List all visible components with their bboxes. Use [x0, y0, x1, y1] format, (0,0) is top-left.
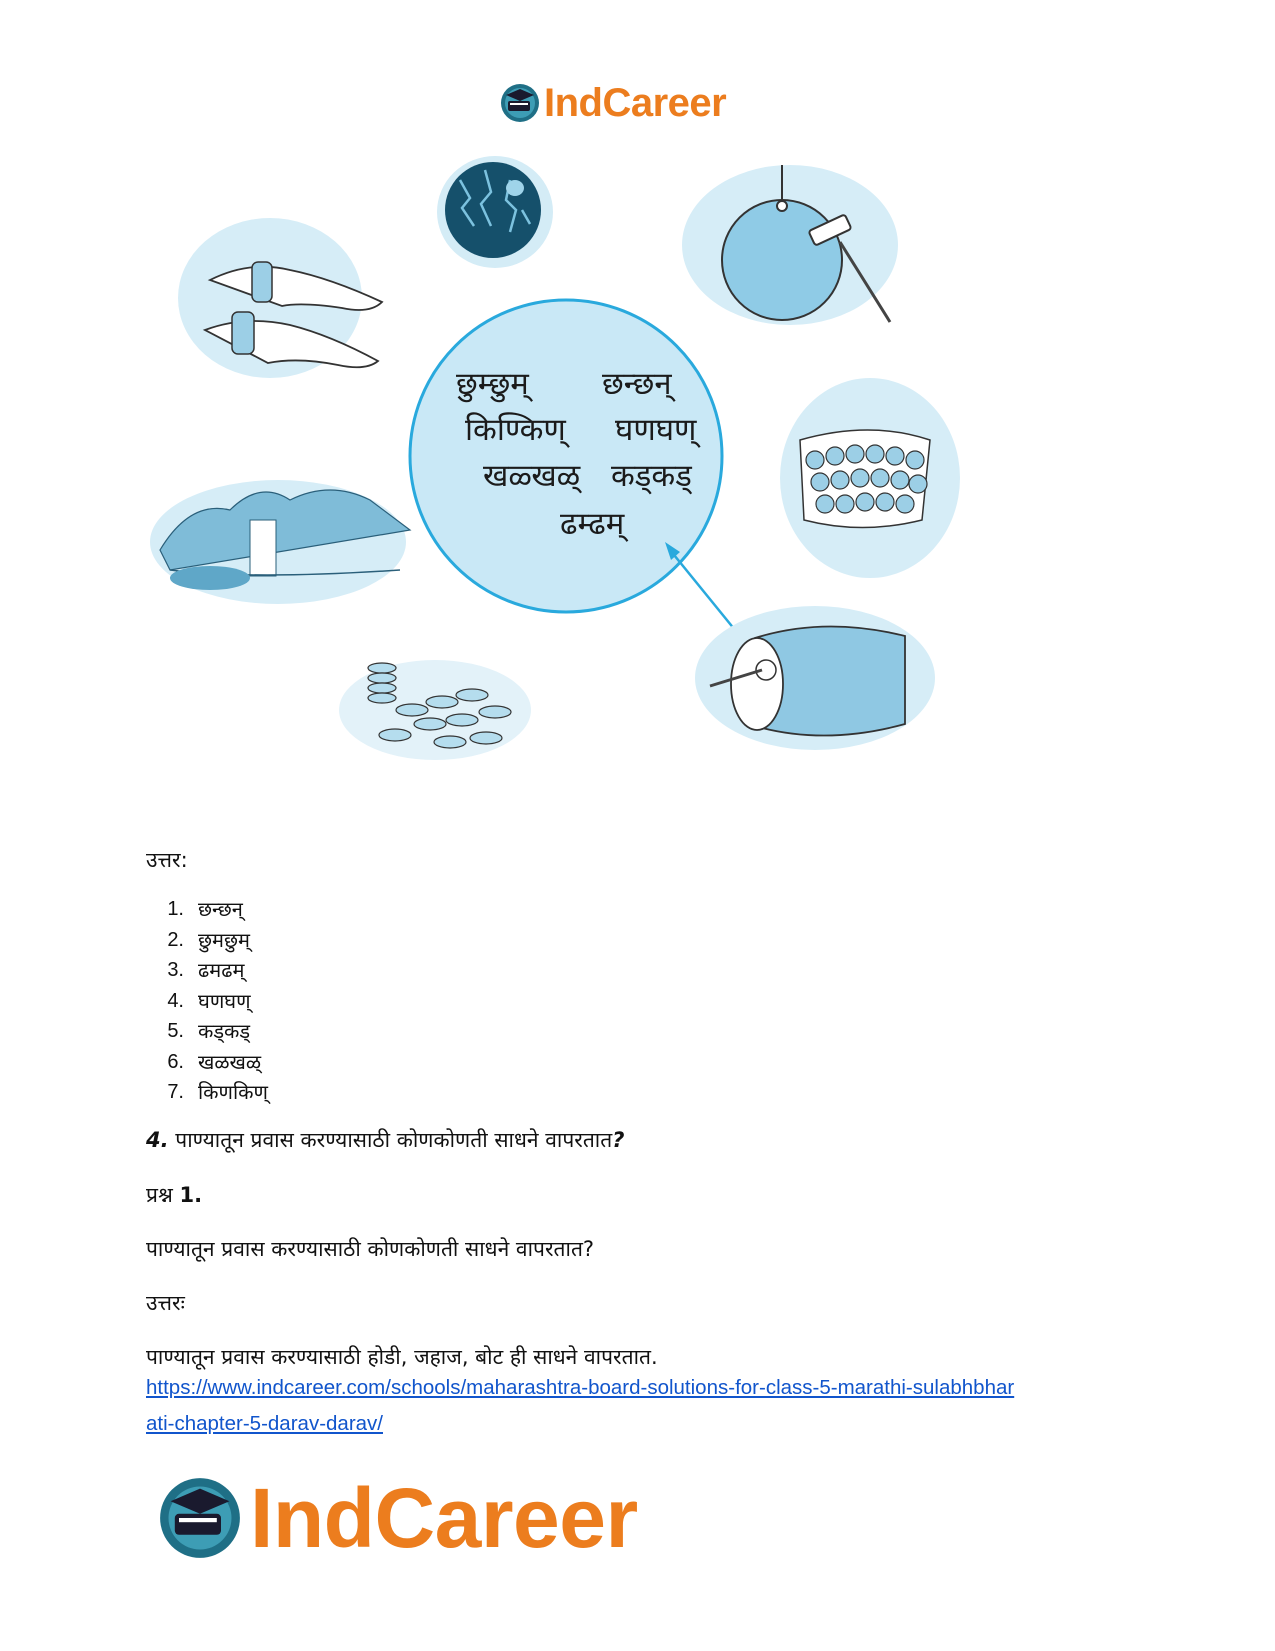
question-mark: ? [612, 1128, 625, 1152]
prashna-heading: प्रश्न 1. [146, 1183, 203, 1207]
list-item: 5. कड्कड् [167, 1019, 251, 1043]
list-item: 6. खळखळ् [167, 1049, 262, 1074]
illustration-drawing [150, 150, 1020, 800]
gong-icon [682, 165, 898, 325]
circle-word: घणघण् [615, 412, 697, 448]
drum-icon [695, 606, 935, 750]
answers-list [146, 894, 268, 1108]
lightning-cloud-icon [437, 156, 553, 268]
list-item: 4. घणघण् [167, 988, 251, 1013]
source-link[interactable] [146, 1370, 1014, 1442]
question-text: पाण्यातून प्रवास करण्यासाठी कोणकोणती साधने वापरतात [175, 1128, 613, 1152]
logo-globe-icon [500, 83, 540, 123]
logo-wordmark: IndCareer [544, 80, 727, 125]
indcareer-logo-top [500, 80, 726, 126]
logo-wordmark: IndCareer [250, 1470, 638, 1565]
sound-words-illustration [150, 150, 1020, 800]
answer2-label: उत्तरः [146, 1291, 185, 1315]
circle-word: छन्छन् [602, 366, 672, 402]
circle-word: किण्किण् [465, 412, 566, 448]
list-item: 3. ढमढम् [167, 958, 245, 982]
circle-word: ढम्ढम् [560, 506, 625, 542]
answer-label: उत्तर: [146, 848, 188, 872]
arrow-icon [665, 542, 735, 630]
bangle-hands-icon [178, 218, 382, 378]
waterfall-icon [150, 480, 410, 604]
source-link-line-1[interactable]: https://www.indcareer.com/schools/maharashtra-board-solutions-for-class-5-marathi-sulabhbhar [146, 1376, 1015, 1399]
source-link-line-2[interactable]: ati-chapter-5-darav-darav/ [146, 1412, 383, 1435]
answer2-text: पाण्यातून प्रवास करण्यासाठी होडी, जहाज, बोट ही साधने वापरतात. [146, 1345, 658, 1369]
list-item: 2. छुमछुम् [167, 927, 250, 952]
ankle-bells-icon [780, 378, 960, 578]
prashna-text: पाण्यातून प्रवास करण्यासाठी कोणकोणती साधने वापरतात? [146, 1237, 595, 1261]
indcareer-logo-bottom [158, 1472, 638, 1564]
list-item: 7. किणकिण् [167, 1080, 268, 1104]
question-number: 4. [146, 1128, 169, 1152]
circle-word: कड्कड् [611, 458, 692, 494]
question-4 [146, 1125, 624, 1155]
list-item: 1. छन्छन् [167, 897, 243, 921]
logo-globe-icon [158, 1476, 242, 1560]
coins-icon [339, 660, 531, 760]
circle-word: खळ्खळ् [483, 458, 581, 494]
circle-word: छुम्छुम् [456, 366, 529, 402]
